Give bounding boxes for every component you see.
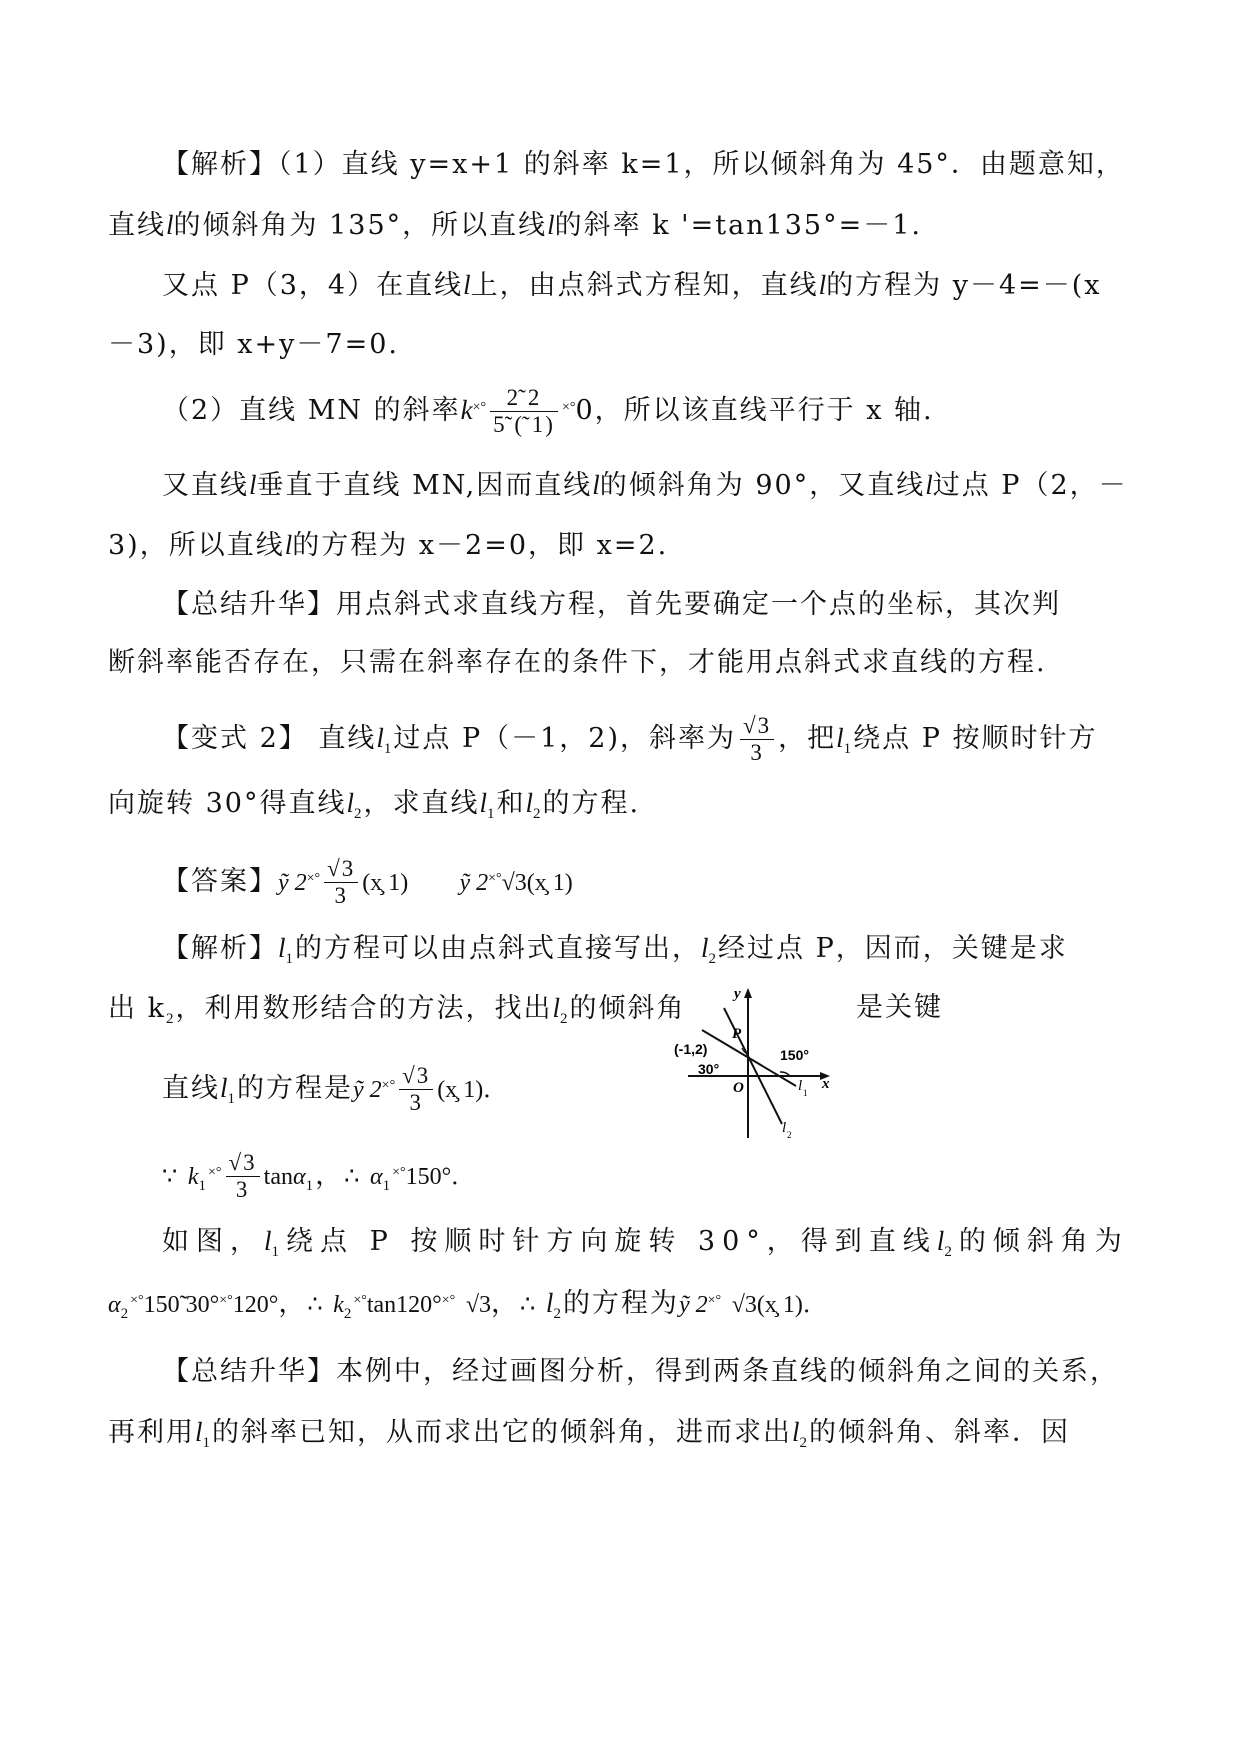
section-heading: 【变式 2】 — [162, 723, 308, 754]
subscript: 2 — [165, 1011, 176, 1027]
analysis2-line-2 — [108, 990, 685, 1037]
slope-fraction — [490, 385, 558, 438]
text: 的斜率已知，从而求出它的倾斜角，进而求出 — [212, 1417, 793, 1448]
text: 经过点 P，因而，关键是求 — [718, 933, 1068, 964]
var-l: l — [220, 1073, 228, 1103]
text: 的方程为 y－4=－(x — [826, 270, 1102, 301]
text: 的方程是 — [237, 1073, 354, 1104]
variant-line-1 — [162, 713, 1098, 767]
numerator: √3 — [226, 1150, 260, 1177]
analysis2-line-4 — [162, 1150, 475, 1204]
symbol: ×° — [306, 871, 321, 886]
numerator: √3 — [324, 856, 358, 883]
var-l: l — [346, 788, 354, 818]
y-axis-arrow-icon — [744, 988, 752, 998]
variant-line-2 — [108, 785, 640, 832]
analysis-line-4 — [108, 327, 399, 363]
equation-part: (x̧ 1) — [362, 870, 409, 896]
analysis-line-1 — [162, 147, 1125, 183]
symbol: ×° — [130, 1293, 144, 1308]
text: 断斜率能否存在，只需在斜率存在的条件下，才能用点斜式求直线的方程. — [108, 647, 1047, 678]
equation-part: 120° — [232, 1292, 279, 1318]
subscript: 2 — [559, 1011, 570, 1027]
answer-line — [162, 856, 573, 909]
section-heading: 【解析】 — [162, 933, 278, 964]
text: 直线 — [108, 210, 166, 241]
text: （1）直线 y=x+1 的斜率 k=1，所以倾斜角为 45°．由题意知， — [278, 149, 1125, 180]
var-l: l — [278, 933, 286, 963]
text: ， — [491, 1288, 521, 1319]
text: 如图， — [162, 1226, 264, 1257]
text: 绕点 P 按顺时针方向旋转 30°，得到直线 — [286, 1226, 937, 1257]
therefore-symbol: ∴ — [520, 1292, 536, 1318]
angle-30-label: 30° — [698, 1061, 720, 1077]
therefore-symbol: ∴ — [344, 1164, 360, 1190]
subscript: 2 — [120, 1306, 131, 1322]
l1-label: l — [798, 1078, 803, 1094]
summary2-line-1 — [162, 1354, 1119, 1390]
analysis-line-3 — [162, 267, 1102, 304]
var-l: l — [818, 270, 827, 300]
angle-150-label: 150° — [780, 1047, 809, 1063]
l2-label: l — [782, 1120, 787, 1136]
text: ，把 — [778, 723, 837, 754]
analysis2-line-3 — [162, 1063, 507, 1117]
point-p-label: P — [732, 1026, 742, 1042]
analysis-line-7 — [108, 527, 668, 564]
subscript: 2 — [799, 1435, 810, 1451]
text: 的方程. — [542, 788, 641, 819]
subscript: 1 — [227, 1091, 238, 1107]
l1-subscript: 1 — [803, 1088, 808, 1098]
equation-part: ỹ 2 — [278, 870, 307, 896]
text: 再利用 — [108, 1417, 195, 1448]
slope-fraction — [740, 713, 774, 766]
section-heading: 【总结升华】 — [162, 1356, 336, 1387]
analysis2-line-2-end — [856, 990, 943, 1026]
text: ，求直线 — [363, 788, 480, 819]
text: 3)，所以直线 — [108, 530, 285, 561]
summary2-line-2 — [108, 1414, 1070, 1461]
text: 本例中，经过画图分析，得到两条直线的倾斜角之间的关系， — [336, 1356, 1119, 1387]
tan-text: tan — [263, 1164, 293, 1190]
subscript: 1 — [382, 1178, 393, 1194]
section-heading: 【解析】 — [162, 149, 278, 180]
var-l: l — [592, 470, 600, 500]
text: －3)，即 x+y－7=0. — [108, 329, 399, 360]
therefore-symbol: ∴ — [307, 1292, 323, 1318]
var-alpha: α — [292, 1164, 306, 1190]
text: 和 — [496, 788, 526, 819]
text: ，利用数形结合的方法，找出 — [175, 993, 553, 1024]
equation-part: √3(x̧ 1)． — [731, 1292, 827, 1318]
var-alpha: α — [369, 1164, 383, 1190]
numerator: 2̃ 2 — [490, 385, 558, 412]
subscript: 1 — [271, 1244, 287, 1260]
equation-part: ỹ 2 — [459, 870, 489, 896]
subscript: 2 — [533, 806, 543, 822]
text: 绕点 P 按顺时针方 — [853, 723, 1098, 754]
subscript: 1 — [383, 741, 394, 757]
text: 又直线 — [162, 470, 249, 501]
text: 出 k — [108, 993, 166, 1024]
text: 直线 — [307, 723, 377, 754]
analysis2-line-5 — [162, 1223, 1129, 1270]
text: 又点 P（3，4）在直线 — [162, 270, 464, 301]
text: 的倾斜角为 135°，所以直线 — [173, 210, 548, 241]
var-l: l — [936, 1226, 945, 1256]
denominator: 3 — [750, 740, 764, 765]
symbol: ×° — [707, 1293, 722, 1308]
section-heading: 【答案】 — [162, 866, 278, 897]
line-rotation-figure — [674, 986, 830, 1143]
text: 0，所以该直线平行于 x 轴. — [575, 395, 934, 426]
summary-line-2 — [108, 645, 1047, 681]
symbol: ×° — [472, 400, 487, 415]
var-k: k — [187, 1164, 199, 1190]
var-l: l — [264, 1226, 272, 1256]
denominator: 3 — [334, 883, 348, 908]
text: 是关键 — [856, 992, 943, 1023]
var-l: l — [166, 210, 174, 240]
analysis2-line-6 — [108, 1283, 827, 1332]
subscript: 1 — [305, 1178, 316, 1194]
text: 直线 — [162, 1073, 220, 1104]
text: 的方程为 x－2=0，即 x=2. — [292, 530, 669, 561]
text: 上，由点斜式方程知，直线 — [470, 270, 819, 301]
var-l: l — [701, 933, 709, 963]
equation-part: √3 — [465, 1292, 492, 1318]
var-l: l — [249, 470, 257, 500]
var-l: l — [284, 530, 293, 560]
slope-fraction — [226, 1150, 260, 1203]
var-l: l — [376, 723, 384, 753]
text: 过点 P（－1，2)，斜率为 — [393, 723, 737, 754]
equation-part: √3(x̧ 1) — [501, 870, 573, 896]
analysis-line-6 — [162, 467, 1128, 504]
subscript: 2 — [944, 1244, 959, 1260]
equation-part: 150̃ 30° — [143, 1292, 220, 1318]
denominator: 3 — [235, 1177, 250, 1202]
slope-fraction — [324, 856, 358, 909]
var-alpha: α — [108, 1292, 121, 1318]
text: ， — [315, 1160, 345, 1191]
text: 的倾斜角为 — [958, 1226, 1129, 1257]
text: 垂直于直线 MN,因而直线 — [256, 470, 593, 501]
subscript: 2 — [708, 951, 719, 967]
numerator: √3 — [740, 713, 774, 740]
text: 的倾斜角为 90°，又直线 — [599, 470, 926, 501]
text: ， — [278, 1288, 308, 1319]
var-l: l — [552, 993, 560, 1023]
equation-part: ỹ 2 — [678, 1292, 708, 1318]
var-l: l — [836, 723, 844, 753]
subscript: 2 — [343, 1306, 354, 1322]
equation-part: 150°． — [405, 1164, 476, 1190]
var-k: k — [460, 395, 473, 425]
equation-part: ỹ 2 — [353, 1077, 382, 1103]
var-k: k — [333, 1292, 344, 1318]
analysis2-line-1 — [162, 930, 1068, 977]
l2-subscript: 2 — [787, 1130, 792, 1140]
var-l: l — [792, 1417, 800, 1447]
numerator: √3 — [399, 1063, 433, 1090]
var-l: l — [463, 270, 471, 300]
text: 的方程可以由点斜式直接写出， — [295, 933, 702, 964]
y-label: y — [734, 986, 741, 1002]
var-l: l — [479, 788, 487, 818]
text: 的方程为 — [562, 1288, 679, 1319]
symbol: ×° — [208, 1165, 222, 1180]
text: 的斜率 k '=tan135°=－1. — [554, 210, 922, 241]
symbol: ×° — [353, 1293, 367, 1308]
subscript: 1 — [202, 1435, 213, 1451]
text: 的倾斜角 — [569, 993, 686, 1024]
text: 过点 P（2，－ — [932, 470, 1128, 501]
denominator: 5̃ (̃ 1) — [493, 412, 555, 437]
equation-part: tan120° — [366, 1292, 442, 1318]
subscript: 1 — [285, 951, 296, 967]
symbol: ×° — [441, 1293, 456, 1308]
symbol: ×° — [219, 1293, 233, 1308]
subscript: 1 — [486, 806, 497, 822]
subscript: 2 — [353, 806, 364, 822]
var-l: l — [547, 210, 555, 240]
point-coords-label: (-1,2) — [674, 1041, 708, 1057]
symbol: ×° — [392, 1165, 406, 1180]
analysis-line-2 — [108, 207, 922, 244]
denominator: 3 — [409, 1090, 423, 1115]
var-l: l — [525, 788, 533, 818]
var-l: l — [925, 470, 933, 500]
subscript: 1 — [843, 741, 854, 757]
text: （2）直线 MN 的斜率 — [162, 395, 461, 426]
origin-label: O — [733, 1080, 744, 1096]
because-symbol: ∵ — [162, 1164, 178, 1190]
text: 用点斜式求直线方程，首先要确定一个点的坐标，其次判 — [336, 589, 1061, 620]
symbol: ×° — [488, 871, 502, 886]
text: 的倾斜角、斜率．因 — [809, 1417, 1071, 1448]
text: 向旋转 30°得直线 — [108, 788, 347, 819]
analysis-line-5 — [162, 385, 934, 438]
symbol: ×° — [381, 1078, 396, 1093]
x-label: x — [822, 1076, 830, 1092]
equation-part: (x̧ 1)． — [437, 1077, 508, 1103]
slope-fraction — [399, 1063, 433, 1116]
summary-line-1 — [162, 587, 1061, 623]
section-heading: 【总结升华】 — [162, 589, 336, 620]
var-l: l — [545, 1288, 554, 1318]
subscript: 2 — [553, 1306, 563, 1322]
var-l: l — [195, 1417, 203, 1447]
subscript: 1 — [198, 1178, 209, 1194]
symbol: ×° — [561, 400, 576, 415]
